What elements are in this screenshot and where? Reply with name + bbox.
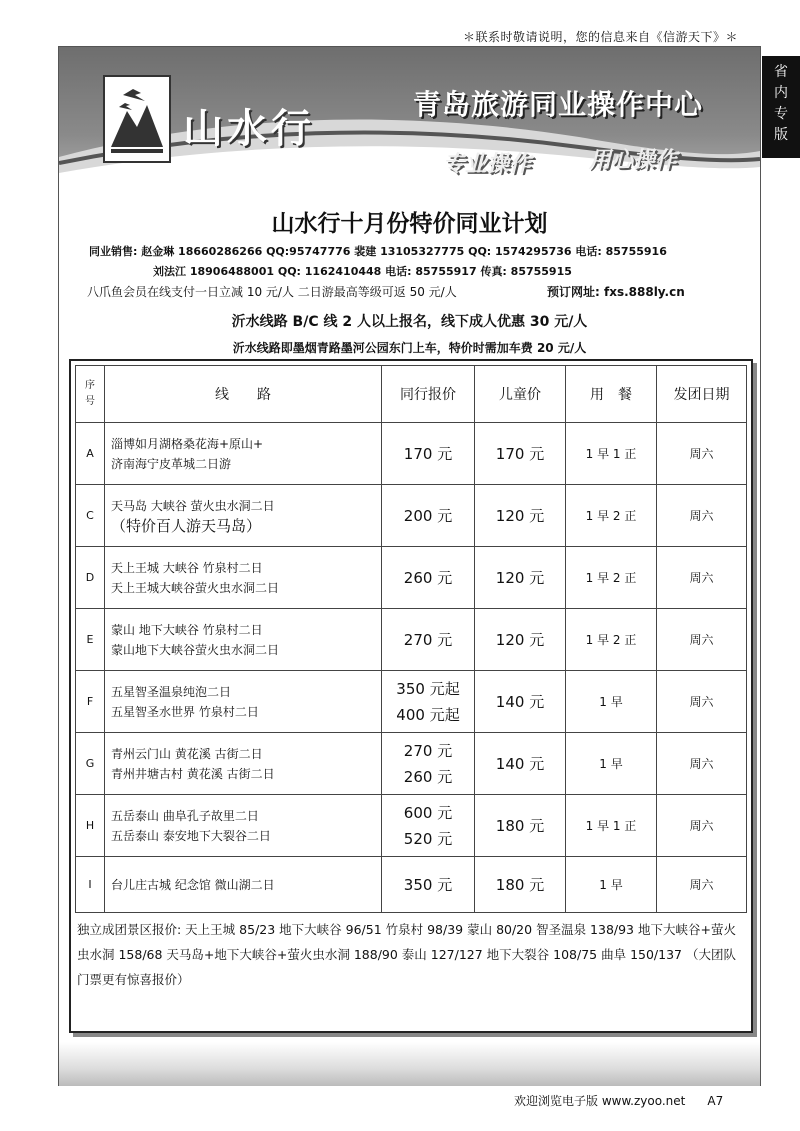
meal-cell: 1 早 2 正: [566, 609, 657, 671]
route-cell: 台儿庄古城 纪念馆 微山湖二日: [105, 857, 382, 913]
child-price-cell: 170 元: [475, 423, 566, 485]
meal-cell: 1 早: [566, 733, 657, 795]
table-row: [76, 423, 747, 485]
departure-cell: 周六: [657, 547, 747, 609]
table-row: [76, 547, 747, 609]
header-child: 儿童价: [475, 366, 566, 423]
table-row: [76, 485, 747, 547]
row-code: F: [76, 671, 105, 733]
side-tab-char: 内: [774, 85, 788, 101]
header-price: 同行报价: [382, 366, 475, 423]
footer-text: 欢迎浏览电子版 www.zyoo.net: [514, 1094, 686, 1108]
child-price-cell: 120 元: [475, 485, 566, 547]
header-day: 发团日期: [657, 366, 747, 423]
header-banner: [59, 47, 760, 207]
departure-cell: 周六: [657, 795, 747, 857]
page-number: A7: [707, 1094, 724, 1108]
departure-cell: 周六: [657, 485, 747, 547]
route-cell: 天马岛 大峡谷 萤火虫水洞二日 （特价百人游天马岛）: [105, 485, 382, 547]
member-promo: [87, 283, 685, 300]
table-row: [76, 857, 747, 913]
table-row: [76, 609, 747, 671]
row-code: G: [76, 733, 105, 795]
price-cell: 350 元: [382, 857, 475, 913]
boarding-notice: 沂水线路即墨烟青路墨河公园东门上车，特价时需加车费 20 元/人: [232, 341, 587, 355]
footer-band: [59, 1042, 760, 1086]
row-code: D: [76, 547, 105, 609]
meal-cell: 1 早 1 正: [566, 423, 657, 485]
departure-cell: 周六: [657, 609, 747, 671]
slogan-professional: 专业操作: [443, 152, 532, 177]
row-code: I: [76, 857, 105, 913]
header-route: 线 路: [105, 366, 382, 423]
side-tab-char: 省: [774, 64, 788, 80]
sales-contact-line: 同业销售: 赵金琳 18660286266 QQ:95747776 裴建 13105327775 QQ: 1574295736 电话: 85755916: [89, 245, 667, 258]
side-tab-char: 版: [774, 127, 788, 143]
price-cell: 600 元 520 元: [382, 795, 475, 857]
route-cell: 五岳泰山 曲阜孔子故里二日 五岳泰山 泰安地下大裂谷二日: [105, 795, 382, 857]
route-cell: 蒙山 地下大峡谷 竹泉村二日 蒙山地下大峡谷萤火虫水洞二日: [105, 609, 382, 671]
child-price-cell: 140 元: [475, 671, 566, 733]
table-header-row: [76, 366, 747, 423]
price-table-frame: [69, 359, 753, 1033]
side-tab-char: 专: [774, 106, 788, 122]
slogan-dedicated: 用心操作: [589, 148, 678, 173]
side-tab: [762, 56, 800, 158]
route-cell: 淄博如月湖格桑花海+原山+ 济南海宁皮革城二日游: [105, 423, 382, 485]
page-title: 山水行十月份特价同业计划: [271, 210, 548, 237]
departure-cell: 周六: [657, 733, 747, 795]
child-price-cell: 120 元: [475, 547, 566, 609]
logo-icon: [103, 75, 171, 163]
child-price-cell: 180 元: [475, 795, 566, 857]
route-cell: 天上王城 大峡谷 竹泉村二日 天上王城大峡谷萤火虫水洞二日: [105, 547, 382, 609]
meal-cell: 1 早 1 正: [566, 795, 657, 857]
price-cell: 270 元 260 元: [382, 733, 475, 795]
flyer-page: [58, 46, 761, 1086]
independent-group-quote: 独立成团景区报价: 天上王城 85/23 地下大峡谷 96/51 竹泉村 98/39 蒙山 80/20 智圣温泉 138/93 地下大峡谷+萤火虫水洞 158/68 天马岛+地下大峡谷+萤火虫水洞 188/90 泰山 127/127 地下大裂谷 108/75 曲阜 150/137 （大团队门票更有惊喜报价）: [77, 922, 736, 987]
meal-cell: 1 早 2 正: [566, 547, 657, 609]
price-table: [75, 365, 747, 913]
table-row: [76, 733, 747, 795]
child-price-cell: 120 元: [475, 609, 566, 671]
row-code: A: [76, 423, 105, 485]
price-cell: 170 元: [382, 423, 475, 485]
booking-website: 预订网址: fxs.888ly.cn: [547, 285, 685, 299]
row-code: E: [76, 609, 105, 671]
logo-wordmark: 山水行: [183, 105, 315, 152]
departure-cell: 周六: [657, 857, 747, 913]
header-meal: 用 餐: [566, 366, 657, 423]
departure-cell: 周六: [657, 671, 747, 733]
departure-cell: 周六: [657, 423, 747, 485]
promo-text: 八爪鱼会员在线支付一日立减 10 元/人 二日游最高等级可返 50 元/人: [87, 285, 457, 299]
price-cell: 260 元: [382, 547, 475, 609]
meal-cell: 1 早: [566, 857, 657, 913]
price-cell: 200 元: [382, 485, 475, 547]
route-cell: 青州云门山 黄花溪 古街二日 青州井塘古村 黄花溪 古街二日: [105, 733, 382, 795]
row-code: H: [76, 795, 105, 857]
footer: [514, 1092, 723, 1109]
row-code: C: [76, 485, 105, 547]
source-note: ＊联系时敬请说明，您的信息来自《信游天下》＊: [462, 30, 738, 44]
table-row: [76, 671, 747, 733]
meal-cell: 1 早 2 正: [566, 485, 657, 547]
discount-notice: 沂水线路 B/C 线 2 人以上报名，线下成人优惠 30 元/人: [231, 314, 588, 330]
header-code: 序号: [76, 366, 105, 423]
meal-cell: 1 早: [566, 671, 657, 733]
price-cell: 270 元: [382, 609, 475, 671]
sales-contact-line: 刘法江 18906488001 QQ: 1162410448 电话: 85755917 传真: 85755915: [153, 265, 572, 278]
company-name: 青岛旅游同业操作中心: [413, 88, 704, 121]
child-price-cell: 180 元: [475, 857, 566, 913]
price-cell: 350 元起 400 元起: [382, 671, 475, 733]
table-row: [76, 795, 747, 857]
child-price-cell: 140 元: [475, 733, 566, 795]
route-cell: 五星智圣温泉纯泡二日 五星智圣水世界 竹泉村二日: [105, 671, 382, 733]
